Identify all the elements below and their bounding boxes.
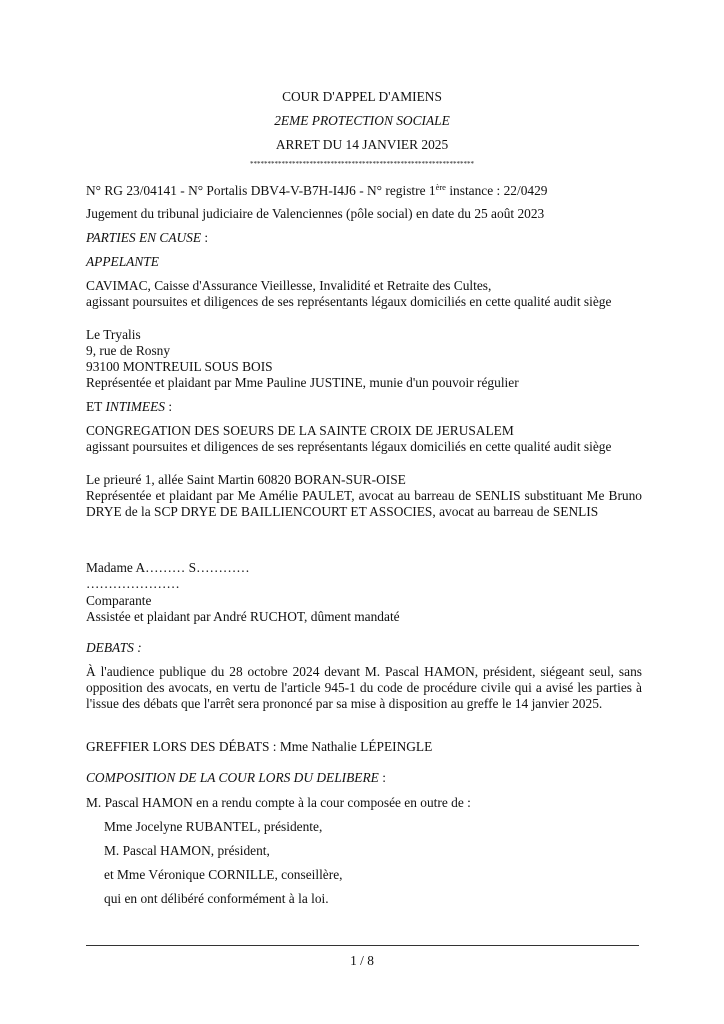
congregation-agissant: agissant poursuites et diligences de ses représentants légaux domiciliés en cette qualité audit siège bbox=[86, 439, 612, 454]
debats-text: À l'audience publique du 28 octobre 2024 devant M. Pascal HAMON, président, siégeant seul, sans opposition des avocats, en vertu de l'article 945-1 du code de procédure civile qui a avisé les parties à l'issue des débats que l'arrêt sera prononcé par sa mise à disposition au greffe le 14 janvier 2025. bbox=[86, 664, 642, 712]
appelante-address-1: Le Tryalis bbox=[86, 327, 141, 342]
composition-member-1: Mme Jocelyne RUBANTEL, présidente, bbox=[104, 819, 323, 834]
composition-heading: COMPOSITION DE LA COUR LORS DU DELIBERE : bbox=[86, 770, 386, 785]
separator-stars: **************************************************************** bbox=[250, 160, 474, 168]
debats-heading: DEBATS : bbox=[86, 640, 142, 655]
madame-assistance: Assistée et plaidant par André RUCHOT, dûment mandaté bbox=[86, 609, 400, 624]
composition-member-2: M. Pascal HAMON, président, bbox=[104, 843, 270, 858]
composition-intro: M. Pascal HAMON en a rendu compte à la cour composée en outre de : bbox=[86, 795, 471, 810]
composition-member-3: et Mme Véronique CORNILLE, conseillère, bbox=[104, 867, 343, 882]
arret-date: ARRET DU 14 JANVIER 2025 bbox=[275, 137, 449, 152]
madame-name: Madame A……… S………… bbox=[86, 560, 250, 575]
appelante-agissant: agissant poursuites et diligences de ses représentants légaux domiciliés en cette qualité audit siège bbox=[86, 294, 612, 309]
congregation-representation: Représentée et plaidant par Me Amélie PAULET, avocat au barreau de SENLIS substituant Me Bruno DRYE de la SCP DRYE DE BAILLIENCOURT ET ASSOCIES, avocat au barreau de SENLIS bbox=[86, 488, 642, 520]
first-instance-judgment: Jugement du tribunal judiciaire de Valenciennes (pôle social) en date du 25 août 2023 bbox=[86, 206, 545, 221]
footer-rule bbox=[86, 945, 639, 946]
intimees-heading: ET INTIMEES : bbox=[86, 399, 173, 414]
appelante-representation: Représentée et plaidant par Mme Pauline JUSTINE, munie d'un pouvoir régulier bbox=[86, 375, 519, 390]
appelante-address-2: 9, rue de Rosny bbox=[86, 343, 171, 358]
appelante-heading: APPELANTE bbox=[86, 254, 159, 269]
chamber-name: 2EME PROTECTION SOCIALE bbox=[274, 113, 450, 128]
madame-status: Comparante bbox=[86, 593, 152, 608]
greffier-line: GREFFIER LORS DES DÉBATS : Mme Nathalie LÉPEINGLE bbox=[86, 739, 433, 754]
page-number: 1 / 8 bbox=[350, 953, 374, 968]
court-name: COUR D'APPEL D'AMIENS bbox=[282, 89, 442, 104]
madame-dots: ………………… bbox=[86, 576, 180, 591]
appelante-name: CAVIMAC, Caisse d'Assurance Vieillesse, Invalidité et Retraite des Cultes, bbox=[86, 278, 492, 293]
composition-deliberation: qui en ont délibéré conformément à la loi. bbox=[104, 891, 329, 906]
parties-heading: PARTIES EN CAUSE : bbox=[86, 230, 209, 245]
congregation-name: CONGREGATION DES SOEURS DE LA SAINTE CROIX DE JERUSALEM bbox=[86, 423, 514, 438]
appelante-address-3: 93100 MONTREUIL SOUS BOIS bbox=[86, 359, 273, 374]
congregation-address: Le prieuré 1, allée Saint Martin 60820 BORAN-SUR-OISE bbox=[86, 472, 406, 487]
case-references: N° RG 23/04141 - N° Portalis DBV4-V-B7H-I4J6 - N° registre 1ère instance : 22/0429 bbox=[86, 182, 548, 198]
